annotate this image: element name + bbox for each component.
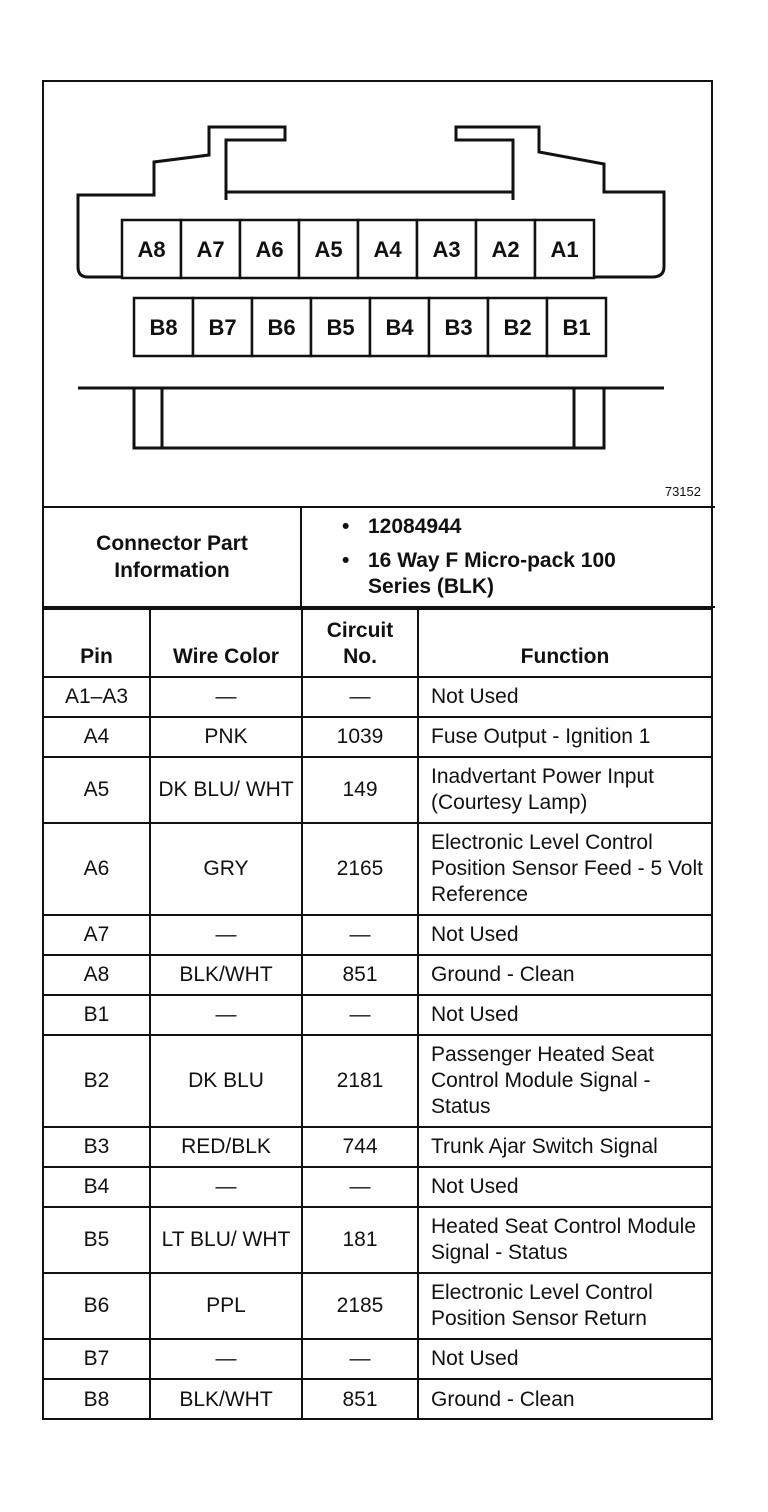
pin-label-b3: B3 bbox=[444, 315, 473, 340]
circuit-cell: 851 bbox=[302, 955, 418, 995]
table-row bbox=[44, 677, 711, 717]
header-pin: Pin bbox=[44, 609, 150, 677]
bullet-icon: • bbox=[342, 515, 350, 538]
connector-outline bbox=[44, 82, 715, 508]
pin-cell: B2 bbox=[44, 1035, 150, 1127]
circuit-cell: 2181 bbox=[302, 1035, 418, 1127]
pin-cell: B6 bbox=[44, 1273, 150, 1339]
part-number-bullet bbox=[342, 514, 715, 540]
function-cell: Ground - Clean bbox=[418, 955, 711, 995]
circuit-cell: — bbox=[302, 915, 418, 955]
pin-table bbox=[44, 608, 711, 1419]
connector-type-bullet bbox=[342, 548, 715, 600]
pin-cell: B5 bbox=[44, 1207, 150, 1273]
table-row bbox=[44, 1035, 711, 1127]
header-circuit-no: Circuit No. bbox=[302, 609, 418, 677]
pin-cell: B3 bbox=[44, 1127, 150, 1167]
table-row bbox=[44, 757, 711, 823]
pin-label-a7: A7 bbox=[196, 237, 225, 262]
table-row bbox=[44, 1273, 711, 1339]
header-function: Function bbox=[418, 609, 711, 677]
part-info-bullets bbox=[302, 508, 715, 606]
function-cell: Ground - Clean bbox=[418, 1379, 711, 1419]
pin-cell: A6 bbox=[44, 823, 150, 915]
pin-cell: A4 bbox=[44, 717, 150, 757]
part-info-label-text: Connector Part Information bbox=[96, 532, 248, 582]
pin-label-a3: A3 bbox=[432, 237, 461, 262]
circuit-cell: 2185 bbox=[302, 1273, 418, 1339]
table-row bbox=[44, 1127, 711, 1167]
circuit-cell: 181 bbox=[302, 1207, 418, 1273]
table-row bbox=[44, 915, 711, 955]
pin-cell: B8 bbox=[44, 1379, 150, 1419]
pin-label-a4: A4 bbox=[373, 237, 402, 262]
table-row bbox=[44, 1167, 711, 1207]
connector-sheet bbox=[42, 80, 713, 1420]
wire-color-cell: DK BLU/ WHT bbox=[150, 757, 302, 823]
function-cell: Not Used bbox=[418, 915, 711, 955]
function-cell: Trunk Ajar Switch Signal bbox=[418, 1127, 711, 1167]
function-cell: Not Used bbox=[418, 1167, 711, 1207]
pin-cell: A7 bbox=[44, 915, 150, 955]
pin-label-b1: B1 bbox=[562, 315, 591, 340]
table-row bbox=[44, 717, 711, 757]
circuit-cell: — bbox=[302, 677, 418, 717]
pin-label-b5: B5 bbox=[326, 315, 355, 340]
table-row bbox=[44, 823, 711, 915]
part-info-label bbox=[44, 508, 302, 606]
wire-color-cell: — bbox=[150, 995, 302, 1035]
pin-label-a1: A1 bbox=[550, 237, 579, 262]
pin-cell: B4 bbox=[44, 1167, 150, 1207]
pin-label-b8: B8 bbox=[149, 315, 178, 340]
wire-color-cell: — bbox=[150, 1167, 302, 1207]
wire-color-cell: DK BLU bbox=[150, 1035, 302, 1127]
pin-label-b7: B7 bbox=[208, 315, 237, 340]
connector-face-diagram bbox=[44, 82, 715, 508]
wire-color-cell: LT BLU/ WHT bbox=[150, 1207, 302, 1273]
header-wire-color: Wire Color bbox=[150, 609, 302, 677]
function-cell: Not Used bbox=[418, 995, 711, 1035]
wire-color-cell: — bbox=[150, 915, 302, 955]
wire-color-cell: PNK bbox=[150, 717, 302, 757]
circuit-cell: 851 bbox=[302, 1379, 418, 1419]
table-row bbox=[44, 995, 711, 1035]
circuit-cell: 1039 bbox=[302, 717, 418, 757]
pin-cell: A5 bbox=[44, 757, 150, 823]
function-cell: Fuse Output - Ignition 1 bbox=[418, 717, 711, 757]
pin-cell: A1–A3 bbox=[44, 677, 150, 717]
bullet-icon: • bbox=[342, 549, 350, 572]
pin-label-b4: B4 bbox=[385, 315, 414, 340]
function-cell: Heated Seat Control Module Signal - Status bbox=[418, 1207, 711, 1273]
function-cell: Electronic Level Control Position Sensor Feed - 5 Volt Reference bbox=[418, 823, 711, 915]
wire-color-cell: BLK/WHT bbox=[150, 1379, 302, 1419]
wire-color-cell: BLK/WHT bbox=[150, 955, 302, 995]
table-row bbox=[44, 1207, 711, 1273]
function-cell: Electronic Level Control Position Sensor Return bbox=[418, 1273, 711, 1339]
table-row bbox=[44, 1339, 711, 1379]
circuit-cell: — bbox=[302, 1339, 418, 1379]
figure-number: 73152 bbox=[664, 484, 701, 499]
pin-label-a5: A5 bbox=[314, 237, 343, 262]
wire-color-cell: GRY bbox=[150, 823, 302, 915]
pin-cell: B1 bbox=[44, 995, 150, 1035]
circuit-cell: — bbox=[302, 1167, 418, 1207]
circuit-cell: 149 bbox=[302, 757, 418, 823]
pin-label-a8: A8 bbox=[137, 237, 166, 262]
wire-color-cell: RED/BLK bbox=[150, 1127, 302, 1167]
table-row bbox=[44, 955, 711, 995]
circuit-cell: 2165 bbox=[302, 823, 418, 915]
wire-color-cell: — bbox=[150, 677, 302, 717]
function-cell: Not Used bbox=[418, 1339, 711, 1379]
function-cell: Not Used bbox=[418, 677, 711, 717]
pin-label-b6: B6 bbox=[267, 315, 296, 340]
circuit-cell: 744 bbox=[302, 1127, 418, 1167]
circuit-cell: — bbox=[302, 995, 418, 1035]
part-number: 12084944 bbox=[368, 515, 462, 538]
pin-label-a6: A6 bbox=[255, 237, 284, 262]
function-cell: Passenger Heated Seat Control Module Signal - Status bbox=[418, 1035, 711, 1127]
pin-cell: B7 bbox=[44, 1339, 150, 1379]
wire-color-cell: PPL bbox=[150, 1273, 302, 1339]
connector-part-information bbox=[44, 508, 715, 608]
connector-type: 16 Way F Micro-pack 100 Series (BLK) bbox=[368, 549, 616, 598]
table-row bbox=[44, 1379, 711, 1419]
pin-label-b2: B2 bbox=[503, 315, 532, 340]
function-cell: Inadvertant Power Input (Courtesy Lamp) bbox=[418, 757, 711, 823]
pin-cell: A8 bbox=[44, 955, 150, 995]
pin-label-a2: A2 bbox=[491, 237, 520, 262]
wire-color-cell: — bbox=[150, 1339, 302, 1379]
